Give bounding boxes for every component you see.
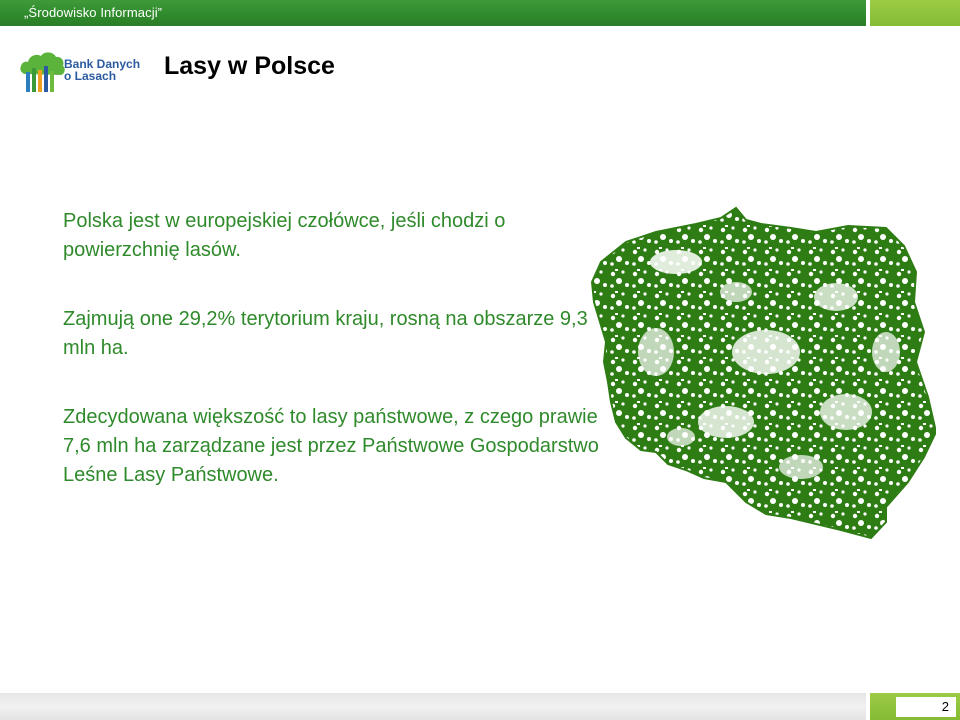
slide-title: Lasy w Polsce	[164, 52, 335, 80]
page-number: 2	[896, 697, 956, 717]
logo-text	[64, 58, 140, 82]
poland-forest-map-icon	[586, 202, 936, 540]
paragraph-2: Zajmują one 29,2% terytorium kraju, rosną na obszarze 9,3 mln ha.	[63, 308, 588, 359]
logo-line-1: Bank Danych	[64, 57, 141, 71]
header-label: „Środowisko Informacji”	[24, 5, 163, 20]
top-header-bar	[0, 0, 866, 26]
logo-line-2: o Lasach	[64, 69, 117, 83]
header-accent-block	[870, 0, 960, 26]
paragraph-3: Zdecydowana większość to lasy państwowe, z czego prawie 7,6 mln ha zarządzane jest przez Państwowe Gospodarstwo Leśne Lasy Państwowe.	[63, 406, 599, 486]
paragraph-1: Polska jest w europejskiej czołówce, jeśli chodzi o powierzchnię lasów.	[63, 210, 506, 261]
footer-bar	[0, 693, 866, 720]
